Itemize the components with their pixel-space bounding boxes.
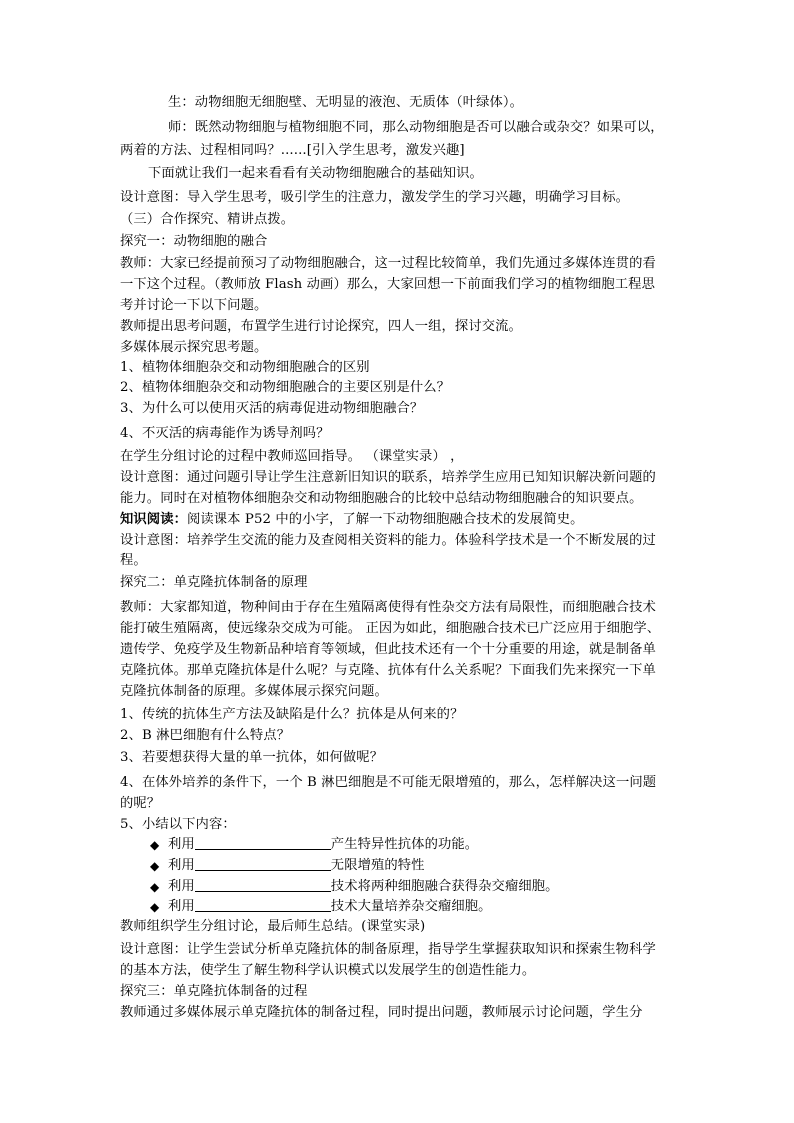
summary-item-1-prefix: 利用 [168,837,195,852]
design-intent-3-line2: 程。 [120,553,147,568]
question-1: 1、植物体细胞杂交和动物细胞融合的区别 [120,360,370,375]
summary-item-1-suffix: 产生特异性抗体的功能。 [330,837,479,852]
summary-item-2-suffix: 无限增殖的特性 [330,858,425,873]
explore-question-2: 2、B 淋巴细胞有什么特点？ [120,728,291,743]
summary-item-3 [168,877,559,897]
design-intent-4-line2: 的基本方法，使学生了解生物科学认识模式以发展学生的创造性能力。 [120,963,536,978]
summary-item-2-prefix: 利用 [168,858,195,873]
dialogue-teacher: 师：既然动物细胞与植物细胞不同，那么动物细胞是否可以融合或杂交？如果可以， [168,120,664,135]
question-3: 3、为什么可以使用灭活的病毒促进动物细胞融合？ [120,401,424,416]
dialogue-teacher-cont: 两着的方法、过程相同吗？......[引入学生思考，激发兴趣] [120,143,465,158]
group-discussion-note: 在学生分组讨论的过程中教师巡回指导。 （课堂实录） ， [120,449,464,464]
teacher-instruction: 教师提出思考问题，布置学生进行讨论探究，四人一组，探讨交流。 [120,319,522,334]
summary-item-2 [168,856,425,876]
design-intent-4: 设计意图：让学生尝试分析单克隆抗体的制备原理，指导学生掌握获取知识和探索生物科学 [120,942,656,957]
teacher-paragraph-2-line2: 能打破生殖隔离，使远缘杂交成为可能。 正因为如此，细胞融合技术已广泛应用于细胞学、 [120,621,661,636]
question-4: 4、不灭活的病毒能作为诱导剂吗？ [120,426,330,441]
summary-item-3-prefix: 利用 [168,879,195,894]
explore-question-4: 4、在体外培养的条件下，一个 B 淋巴细胞是不可能无限增殖的，那么，怎样解决这一问题 [120,775,657,790]
design-intent-1: 设计意图：导入学生思考，吸引学生的注意力，激发学生的学习兴趣，明确学习目标。 [120,190,630,205]
teacher-paragraph-2-line4: 克隆抗体。那单克隆抗体是什么呢？与克隆、抗体有什么关系呢？下面我们先来探究一下单 [120,663,656,678]
explore-question-4-line2: 的呢？ [120,796,161,811]
explore-heading-3: 探究三：单克隆抗体制备的过程 [120,984,308,999]
explore-question-5: 5、小结以下内容： [120,817,236,832]
bullet-diamond-icon: ◆ [150,900,160,914]
summary-item-4-suffix: 技术大量培养杂交瘤细胞。 [330,899,492,914]
dialogue-student: 生：动物细胞无细胞壁、无明显的液泡、无质体（叶绿体）。 [168,95,524,110]
multimedia-note: 多媒体展示探究思考题。 [120,340,268,355]
knowledge-reading-text: 阅读课本 P52 中的小字，了解一下动物细胞融合技术的发展简史。 [186,512,584,527]
explore-question-3: 3、若要想获得大量的单一抗体，如何做呢？ [120,750,384,765]
summary-item-4-prefix: 利用 [168,899,195,914]
design-intent-2-line2: 能力。同时在对植物体细胞杂交和动物细胞融合的比较中总结动物细胞融合的知识要点。 [120,491,643,506]
fill-blank-4[interactable] [195,897,331,912]
knowledge-reading-label: 知识阅读： [120,512,187,527]
fill-blank-2[interactable] [195,856,331,871]
explore-heading-2: 探究二：单克隆抗体制备的原理 [120,575,308,590]
teacher-paragraph-2-line5: 克隆抗体制备的原理。多媒体展示探究问题。 [120,684,388,699]
bullet-diamond-icon: ◆ [150,859,160,873]
teacher-paragraph-2: 教师：大家都知道，物种间由于存在生殖隔离使得有性杂交方法有局限性，而细胞融合技术 [120,600,656,615]
summary-item-1 [168,835,478,855]
teacher-paragraph-2-line3: 遗传学、免疫学及生物新品种培育等领域，但此技术还有一个十分重要的用途，就是制备单 [120,642,656,657]
teacher-paragraph-1: 教师：大家已经提前预习了动物细胞融合，这一过程比较简单，我们先通过多媒体连贯的看 [120,256,656,271]
section-heading-3: （三）合作探究、精讲点拨。 [120,212,295,227]
design-intent-3: 设计意图：培养学生交流的能力及查阅相关资料的能力。体验科学技术是一个不断发展的过 [120,533,656,548]
fill-blank-1[interactable] [195,835,331,850]
knowledge-reading [120,510,584,530]
teacher-paragraph-1-line2: 一下这个过程。（教师放 Flash 动画）那么，大家回想一下前面我们学习的植物细胞工程思 [120,277,655,292]
bullet-diamond-icon: ◆ [150,880,160,894]
paragraph-intro: 下面就让我们一起来看看有关动物细胞融合的基础知识。 [148,166,483,181]
summary-item-3-suffix: 技术将两种细胞融合获得杂交瘤细胞。 [330,879,559,894]
question-2: 2、植物体细胞杂交和动物细胞融合的主要区别是什么？ [120,380,451,395]
fill-blank-3[interactable] [195,877,331,892]
teacher-paragraph-3: 教师通过多媒体展示单克隆抗体的制备过程，同时提出问题，教师展示讨论问题，学生分 [120,1005,643,1020]
teacher-organize-note: 教师组织学生分组讨论，最后师生总结。(课堂实录) [120,919,426,934]
bullet-diamond-icon: ◆ [150,838,160,852]
design-intent-2: 设计意图：通过问题引导让学生注意新旧知识的联系，培养学生应用已知知识解决新问题的 [120,470,656,485]
summary-item-4 [168,897,492,917]
explore-heading-1: 探究一：动物细胞的融合 [120,234,268,249]
explore-question-1: 1、传统的抗体生产方法及缺陷是什么？抗体是从何来的？ [120,707,464,722]
teacher-paragraph-1-line3: 考并讨论一下以下问题。 [120,298,268,313]
